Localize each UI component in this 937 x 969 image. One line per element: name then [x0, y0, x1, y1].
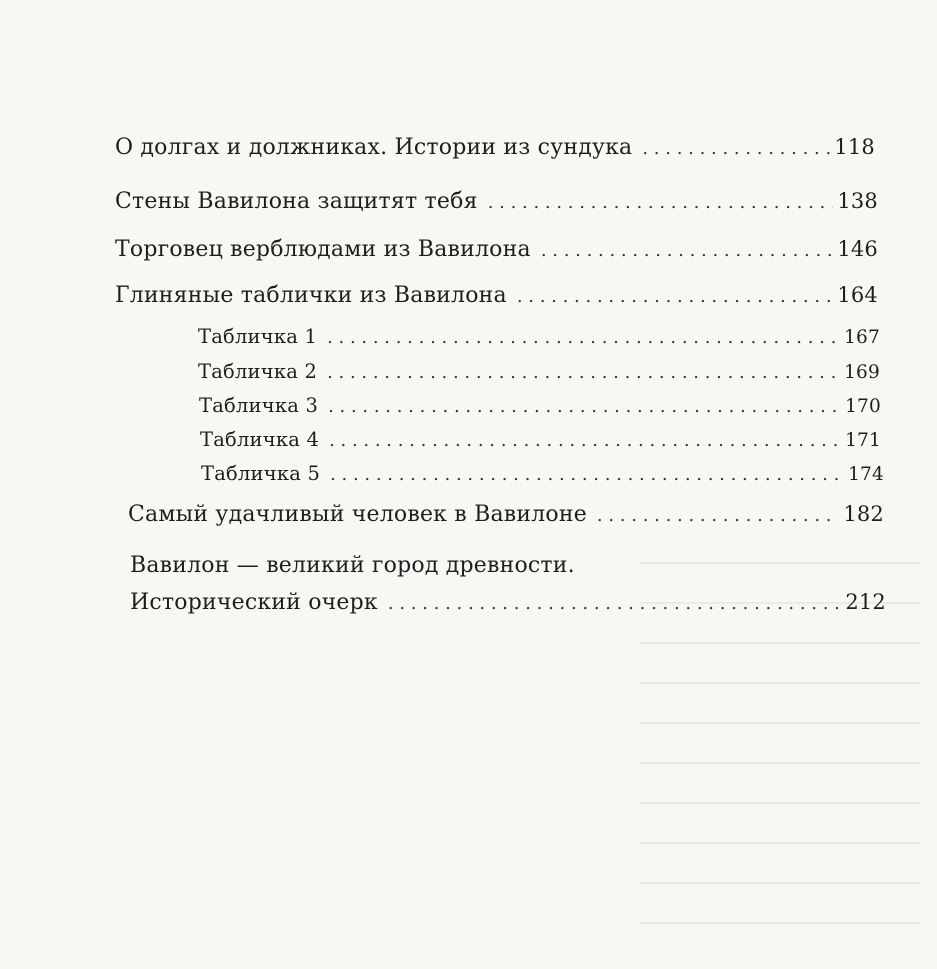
toc-entry-title: Исторический очерк: [130, 590, 378, 615]
toc-entry-title: Стены Вавилона защитят тебя: [115, 189, 478, 214]
dot-leader: [327, 362, 840, 383]
toc-entry-title: Табличка 2: [198, 360, 318, 383]
toc-entry-title: О долгах и должниках. Истории из сундука: [115, 135, 633, 160]
toc-subentry[interactable]: [198, 325, 880, 348]
toc-entry-page: 169: [844, 362, 880, 383]
toc-entry-title: Табличка 1: [198, 325, 318, 348]
toc-entry-title: Табличка 4: [200, 428, 320, 451]
toc-entry-title: Табличка 5: [201, 462, 321, 485]
toc-entry-page: 164: [837, 283, 878, 307]
toc-entry-page: 146: [837, 237, 878, 261]
dot-leader: [328, 396, 841, 417]
toc-entry-title-line1[interactable]: Вавилон — великий город древности.: [130, 553, 575, 578]
toc-subentry[interactable]: [199, 394, 881, 417]
toc-subentry[interactable]: [198, 360, 880, 383]
dot-leader: [330, 464, 844, 485]
toc-entry-title: Самый удачливый человек в Вавилоне: [128, 502, 587, 527]
toc-entry[interactable]: [115, 189, 878, 214]
toc-subentry[interactable]: [200, 428, 881, 451]
toc-entry-page: 171: [845, 430, 881, 451]
toc-subentry[interactable]: [201, 462, 884, 485]
dot-leader: [488, 192, 834, 213]
toc-entry[interactable]: [115, 283, 878, 308]
toc-entry-page: 212: [845, 590, 886, 614]
toc-entry-page: 182: [843, 502, 884, 526]
toc-entry[interactable]: [128, 502, 884, 527]
dot-leader: [327, 327, 840, 348]
toc-entry-page: 167: [844, 327, 880, 348]
toc-entry-title: Глиняные таблички из Вавилона: [115, 283, 507, 308]
dot-leader: [517, 286, 833, 307]
toc-entry-title: Табличка 3: [199, 394, 319, 417]
dot-leader: [329, 430, 841, 451]
dot-leader: [597, 505, 839, 526]
toc-entry-page: 118: [834, 135, 875, 159]
toc-entry[interactable]: [115, 237, 878, 262]
dot-leader: [541, 240, 834, 261]
dot-leader: [642, 138, 830, 159]
toc-entry-page: 174: [848, 464, 884, 485]
toc-entry-page: 170: [845, 396, 881, 417]
bleed-through-shadow: [640, 540, 920, 960]
toc-entry-page: 138: [837, 189, 878, 213]
toc-entry-title: Торговец верблюдами из Вавилона: [115, 237, 531, 262]
toc-entry[interactable]: [115, 135, 875, 160]
